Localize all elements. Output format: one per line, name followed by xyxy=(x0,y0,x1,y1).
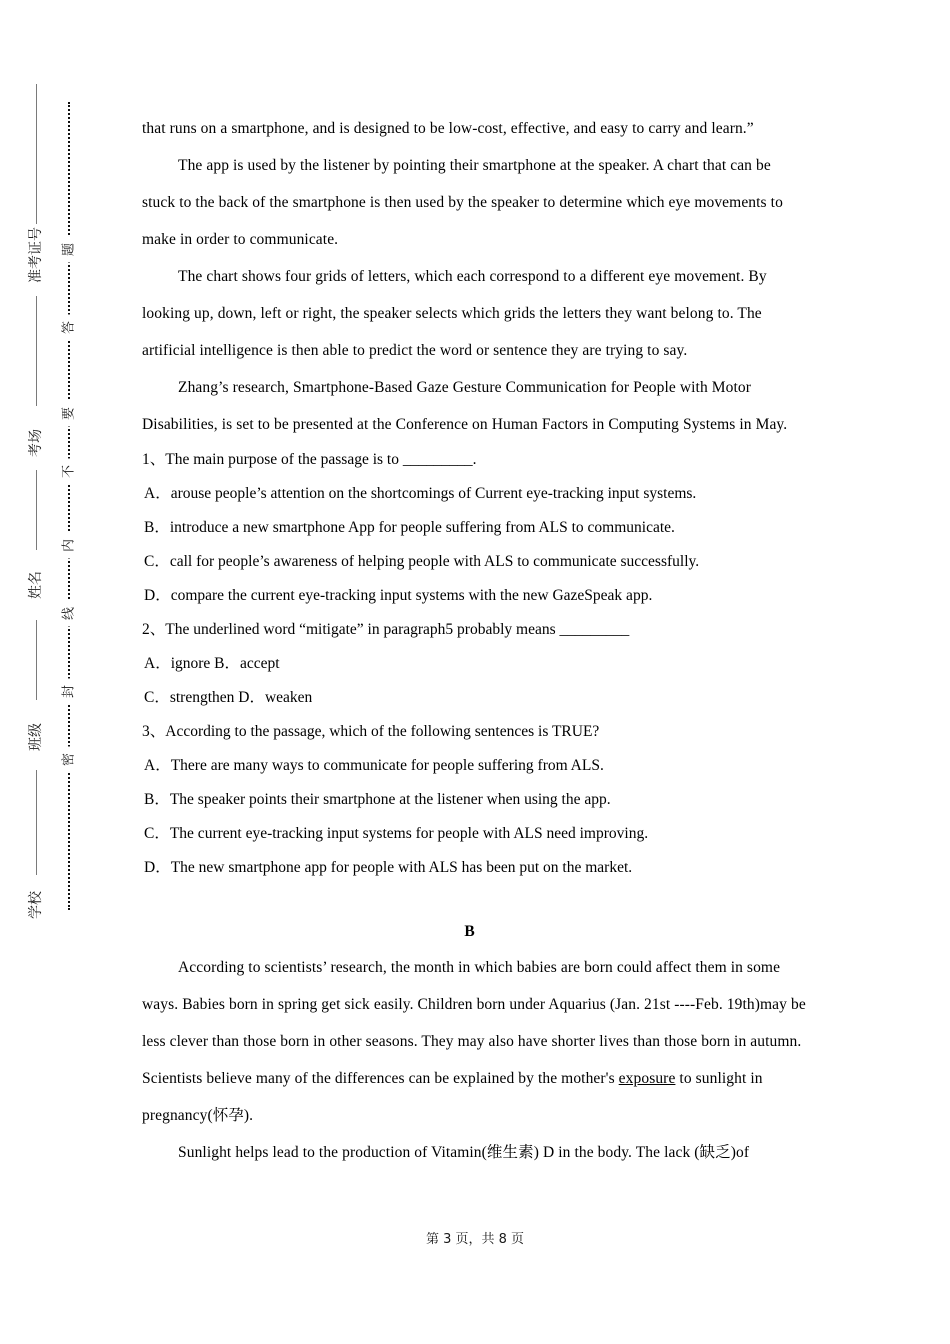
exam-margin-rail xyxy=(0,0,135,1344)
passage-paragraph-research: Zhang’s research, Smartphone-Based Gaze Gesture Communication for People with Motor Disabilities, is set to be presented at the Conference on Human Factors in Computing Systems in May. xyxy=(142,379,788,433)
seal-dotted-line xyxy=(68,102,70,910)
question-1-option-c[interactable]: C．call for people’s awareness of helping people with ALS to communicate successfully. xyxy=(144,553,700,570)
page-footer: 第 3 页，共 8 页 xyxy=(425,1232,525,1247)
seal-char-6: 线 xyxy=(60,601,79,627)
margin-field-school: 学校 xyxy=(28,891,44,919)
question-3-option-a[interactable]: A．There are many ways to communicate for people suffering from ALS. xyxy=(144,757,604,774)
section-b-paragraph-1 xyxy=(142,949,807,1134)
seal-char-2: 答 xyxy=(60,315,79,341)
rail-line-1 xyxy=(36,84,37,224)
question-3-option-b[interactable]: B．The speaker points their smartphone at the listener when using the app. xyxy=(144,791,611,808)
margin-field-name: 姓名 xyxy=(28,571,44,599)
section-b-paragraph-1-text-before: According to scientists’ research, the month in which babies are born could affect them in some ways. Babies born in spring get sick easily. Children born under Aquarius (Jan. 21st ----Feb. 19th)may be less clever than those born in other seasons. They may also have shorter lives than those born in autumn. Scientists believe many of the differences can be explained by the mother's xyxy=(142,959,806,1087)
section-b-underlined-word: exposure xyxy=(618,1070,676,1087)
question-1-option-a[interactable]: A．arouse people’s attention on the shortcomings of Current eye-tracking input systems. xyxy=(144,485,697,502)
question-3-option-d[interactable]: D．The new smartphone app for people with ALS has been put on the market. xyxy=(144,859,633,876)
passage-paragraph-continuation: that runs on a smartphone, and is designed to be low-cost, effective, and easy to carry and learn.” xyxy=(142,120,754,137)
seal-char-4: 不 xyxy=(60,459,79,485)
seal-char-7: 封 xyxy=(60,679,79,705)
rail-line-4 xyxy=(36,620,37,700)
question-2-option-row-ab[interactable]: A．ignore B．accept xyxy=(144,655,280,672)
section-b-paragraph-2: Sunlight helps lead to the production of Vitamin(维生素) D in the body. The lack (缺乏)of xyxy=(178,1144,750,1161)
seal-char-5: 内 xyxy=(60,533,79,559)
page-content xyxy=(142,110,807,1171)
rail-line-2 xyxy=(36,296,37,406)
question-1-stem: 1、The main purpose of the passage is to _________. xyxy=(142,451,477,468)
question-2-stem: 2、The underlined word “mitigate” in paragraph5 probably means _________ xyxy=(142,621,630,638)
rail-line-3 xyxy=(36,470,37,550)
question-3-option-c[interactable]: C．The current eye-tracking input systems for people with ALS need improving. xyxy=(144,825,649,842)
margin-field-admission-number: 准考证号 xyxy=(28,227,44,283)
seal-char-3: 要 xyxy=(60,401,79,427)
section-b-paragraph-1-text-after: to sunlight in pregnancy(怀孕). xyxy=(142,1070,763,1124)
margin-field-class: 班级 xyxy=(28,723,44,751)
passage-paragraph-chart-grids: The chart shows four grids of letters, which each correspond to a different eye movement. By looking up, down, left or right, the speaker selects which grids the letters they want belong to. The artificial intelligence is then able to predict the word or sentence they are trying to say. xyxy=(142,268,767,359)
section-spacer xyxy=(142,885,807,915)
question-1-option-d[interactable]: D．compare the current eye-tracking input systems with the new GazeSpeak app. xyxy=(144,587,653,604)
passage-paragraph-app-usage: The app is used by the listener by pointing their smartphone at the speaker. A chart that can be stuck to the back of the smartphone is then used by the speaker to determine which eye movements to make in order to communicate. xyxy=(142,157,783,248)
question-2-option-row-cd[interactable]: C．strengthen D．weaken xyxy=(144,689,313,706)
section-b-heading: B xyxy=(464,923,475,940)
margin-field-exam-room: 考场 xyxy=(28,429,44,457)
question-3-stem: 3、According to the passage, which of the following sentences is TRUE? xyxy=(142,723,600,740)
seal-char-8: 密 xyxy=(60,747,79,773)
question-1-option-b[interactable]: B．introduce a new smartphone App for people suffering from ALS to communicate. xyxy=(144,519,675,536)
seal-char-1: 题 xyxy=(60,237,79,263)
rail-line-5 xyxy=(36,770,37,875)
